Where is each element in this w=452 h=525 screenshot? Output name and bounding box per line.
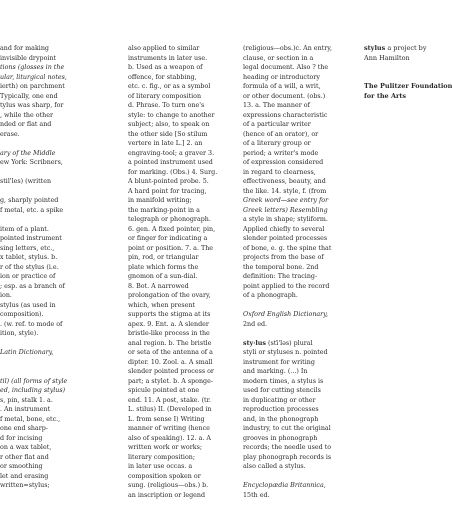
text-line: Greek word—see entry for (243, 197, 329, 204)
text-line: and marking. (...) In (243, 368, 308, 375)
text-line: definition: The tracing- (243, 273, 318, 280)
text-line: 8. Bot. A narrowed (128, 282, 189, 290)
text-line: composition). (0, 311, 44, 318)
text-line: slender pointed process or (128, 368, 214, 375)
text-line: d. Phrase. To turn one's (128, 102, 205, 109)
text-line: stylus (as used in (0, 301, 56, 309)
text-line: f metal, etc. a spike (0, 206, 64, 214)
text-line: end. 11. A post, stake. (tr. (128, 396, 211, 404)
text-line: sty·lus (stī'ləs) plural (243, 339, 313, 347)
text-line: Ann Hamilton (364, 53, 410, 62)
text-line: . (w. ref. to mode of (0, 320, 63, 328)
text-line: stylus a project by (364, 44, 427, 52)
text-line: offence, for stabbing, (128, 73, 197, 81)
text-line: heading or introductory (243, 73, 320, 81)
text-column-2 (128, 44, 234, 500)
text-line: L. stilus) II. (Developed in (128, 406, 212, 413)
text-line: composition spoken or (128, 472, 201, 480)
text-line: used for cutting stencils (243, 387, 321, 394)
text-line: the like. 14. style, f. (from (243, 187, 327, 195)
text-line: modern times, a stylus is (243, 377, 324, 385)
text-line: x tablet, stylus. b. (0, 254, 58, 261)
text-line: r other flat and (0, 453, 49, 461)
text-line: ew York: Scribners, (0, 159, 63, 166)
text-line: or finger for indicating a (128, 235, 208, 242)
text-line: a style in shape; styliform. (243, 216, 328, 223)
text-line: plate which forms the (128, 263, 199, 271)
text-line: erase. (0, 130, 20, 138)
text-line: part; a stylet. b. A sponge- (128, 377, 214, 385)
text-line: for the Arts (364, 91, 407, 100)
text-line: grooves in phonograph (243, 434, 318, 442)
text-line: the other side [So stilum (128, 130, 208, 138)
text-line: subject; also, to speak on (128, 121, 210, 128)
text-line: in duplicating or other (243, 396, 316, 404)
text-line: of bone, e. g. the spine that (243, 244, 332, 252)
text-line: til) (all forms of style (0, 377, 68, 385)
paragraph-gap (364, 73, 416, 83)
text-line: on a wax tablet, (0, 444, 52, 451)
text-line: s, pin, stalk 1. a. (0, 396, 53, 404)
text-line: ierth) on parchment (0, 83, 65, 90)
text-line: ary of the Middle (0, 149, 56, 157)
text-line: formula of a will, a writ, (243, 83, 321, 90)
text-line: dipter. 10. Zool. a. A small (128, 358, 213, 366)
text-line: 13. a. The manner of (243, 102, 310, 109)
text-line: Typically, one end (0, 92, 58, 100)
text-line: L. from sense I) Writing (128, 415, 205, 423)
text-line: and for making (0, 45, 49, 52)
text-line: legal document. Also ? the (243, 64, 329, 71)
text-line: 2nd ed. (243, 320, 268, 328)
text-line: projects from the base of (243, 254, 324, 261)
text-line: of expression considered (243, 159, 324, 166)
text-line: . An instrument (0, 406, 51, 413)
text-line: ion or practice of (0, 273, 56, 280)
text-line: manner of writing (hence (128, 425, 210, 432)
text-line: style: to change to another (128, 111, 215, 119)
text-line: g, sharply pointed (0, 197, 59, 204)
text-line: or seta of the antenna of a (128, 349, 213, 356)
text-line: the temporal bone. 2nd (243, 263, 319, 271)
text-line: also called a stylus. (243, 463, 306, 470)
paragraph-gap (0, 367, 98, 377)
text-line: engraving-tool; a graver 3. (128, 149, 215, 157)
text-line: point applied to the record (243, 282, 330, 290)
text-line: A hard point for tracing, (128, 187, 207, 195)
text-line: styli or styluses n. pointed (243, 349, 328, 356)
text-line: stil'les) (written (0, 178, 52, 185)
text-line: Encyclopædia Britannica, (243, 482, 326, 489)
text-line: let and erasing (0, 472, 49, 480)
text-line: 6. gen. A fixed pointer, pin, (128, 225, 216, 233)
paragraph-gap (0, 215, 98, 225)
paragraph-gap (243, 329, 355, 339)
text-line: ion. (0, 292, 12, 299)
text-line: Applied chiefly to several (243, 225, 325, 233)
text-line: ; esp. as a branch of (0, 282, 65, 290)
paragraph-gap (0, 139, 98, 149)
text-line: also applied to similar (128, 45, 200, 52)
text-line: 15th ed. (243, 491, 270, 499)
paragraph-gap (0, 187, 98, 197)
text-line: which, when present (128, 301, 196, 309)
text-line: in regard to clearness, (243, 168, 316, 176)
text-line: point or position. 7. a. The (128, 244, 214, 252)
text-line: gnomon of a sun-dial. (128, 273, 198, 280)
text-column-4 (364, 44, 452, 101)
text-line: supports the stigma at its (128, 311, 211, 318)
text-line: in manifold writing; (128, 197, 192, 204)
text-line: of a literary group or (243, 140, 311, 147)
text-line: pointed instrument (0, 235, 62, 242)
text-line: period; a writer's mode (243, 149, 319, 157)
text-line: ition, style). (0, 330, 39, 337)
text-line: prolongation of the ovary, (128, 292, 211, 299)
text-line: effectiveness, beauty, and (243, 178, 326, 185)
paragraph-gap (243, 472, 355, 482)
text-line: sung. (religious—obs.) b. (128, 482, 209, 489)
text-line: tions (glosses in the (0, 64, 65, 71)
text-line: for marking. (Obs.) 4. Surg. (128, 168, 218, 176)
text-line: play phonograph records is (243, 453, 332, 461)
text-line: The Pulitzer Foundation (364, 82, 452, 90)
text-line: item of a plant. (0, 225, 49, 233)
text-line: reproduction processes (243, 406, 319, 413)
text-line: apex. 9. Ent. a. A slender (128, 320, 209, 328)
text-line: records; the needle used to (243, 444, 332, 451)
text-line: telegraph or phonograph. (128, 216, 211, 223)
text-line: Oxford English Dictionary, (243, 311, 328, 318)
text-line: or other document. (obs.) (243, 92, 326, 100)
text-line: and, in the phonograph (243, 415, 319, 423)
text-line: ed, including stylus) (0, 387, 66, 394)
text-line: clause, or section in a (243, 54, 314, 62)
text-line: instrument for writing (243, 358, 315, 366)
text-line: a pointed instrument used (128, 159, 213, 166)
text-line: also of speaking). 12. a. A (128, 434, 211, 442)
text-line: etc. c. fig., or as a symbol (128, 83, 211, 90)
text-line: of a particular writer (243, 121, 311, 128)
text-line: (religious—obs.)c. An entry, (243, 45, 332, 52)
paragraph-gap (0, 168, 98, 178)
paragraph-gap (243, 301, 355, 311)
text-line: b. Used as a weapon of (128, 64, 203, 71)
text-line: or smoothing (0, 463, 43, 470)
text-line: (hence of an orator), or (243, 130, 319, 138)
text-line: pin, rod, or triangular (128, 254, 199, 261)
paragraph-gap (364, 63, 416, 73)
text-line: A blunt-pointed probe. 5. (128, 178, 209, 185)
text-line: in later use occas. a (128, 463, 193, 470)
text-line: anal region. b. The bristle (128, 339, 212, 347)
text-line: instruments in later use. (128, 54, 208, 62)
text-line: ular, liturgical notes, (0, 73, 67, 81)
text-line: expressions characteristic (243, 111, 328, 119)
text-line: one end sharp- (0, 425, 48, 432)
text-line: the marking-point in a (128, 206, 200, 214)
text-line: invisible drypoint (0, 54, 57, 62)
text-line: an inscription or legend (128, 491, 206, 499)
text-line: bristle-like process in the (128, 330, 210, 337)
text-line: of literary composition (128, 92, 202, 100)
text-line: r of the stylus (i.e. (0, 263, 59, 271)
text-line: Latin Dictionary, (0, 349, 54, 356)
text-line: tylus was sharp, for (0, 102, 64, 109)
text-line: , while the other (0, 111, 54, 119)
text-line: nded or flat and (0, 121, 52, 128)
text-line: written=stylus; (0, 482, 50, 489)
text-line: d for incising (0, 434, 43, 442)
text-line: written work or works; (128, 444, 202, 451)
paragraph-gap (0, 358, 98, 368)
text-line: Greek letters) Resembling (243, 206, 328, 214)
text-line: sing letters, etc., (0, 244, 55, 252)
text-column-3 (243, 44, 355, 500)
text-line: industry, to cut the original (243, 425, 331, 432)
text-line: literary composition; (128, 453, 195, 461)
text-column-1 (0, 44, 98, 491)
text-line: spicule pointed at one (128, 387, 200, 394)
text-line: of a phonograph. (243, 292, 298, 299)
text-line: vertere in late L.] 2. an (128, 140, 203, 147)
text-line: f metal, bone, etc., (0, 415, 61, 423)
paragraph-gap (0, 339, 98, 349)
text-line: slender pointed processes (243, 235, 328, 242)
